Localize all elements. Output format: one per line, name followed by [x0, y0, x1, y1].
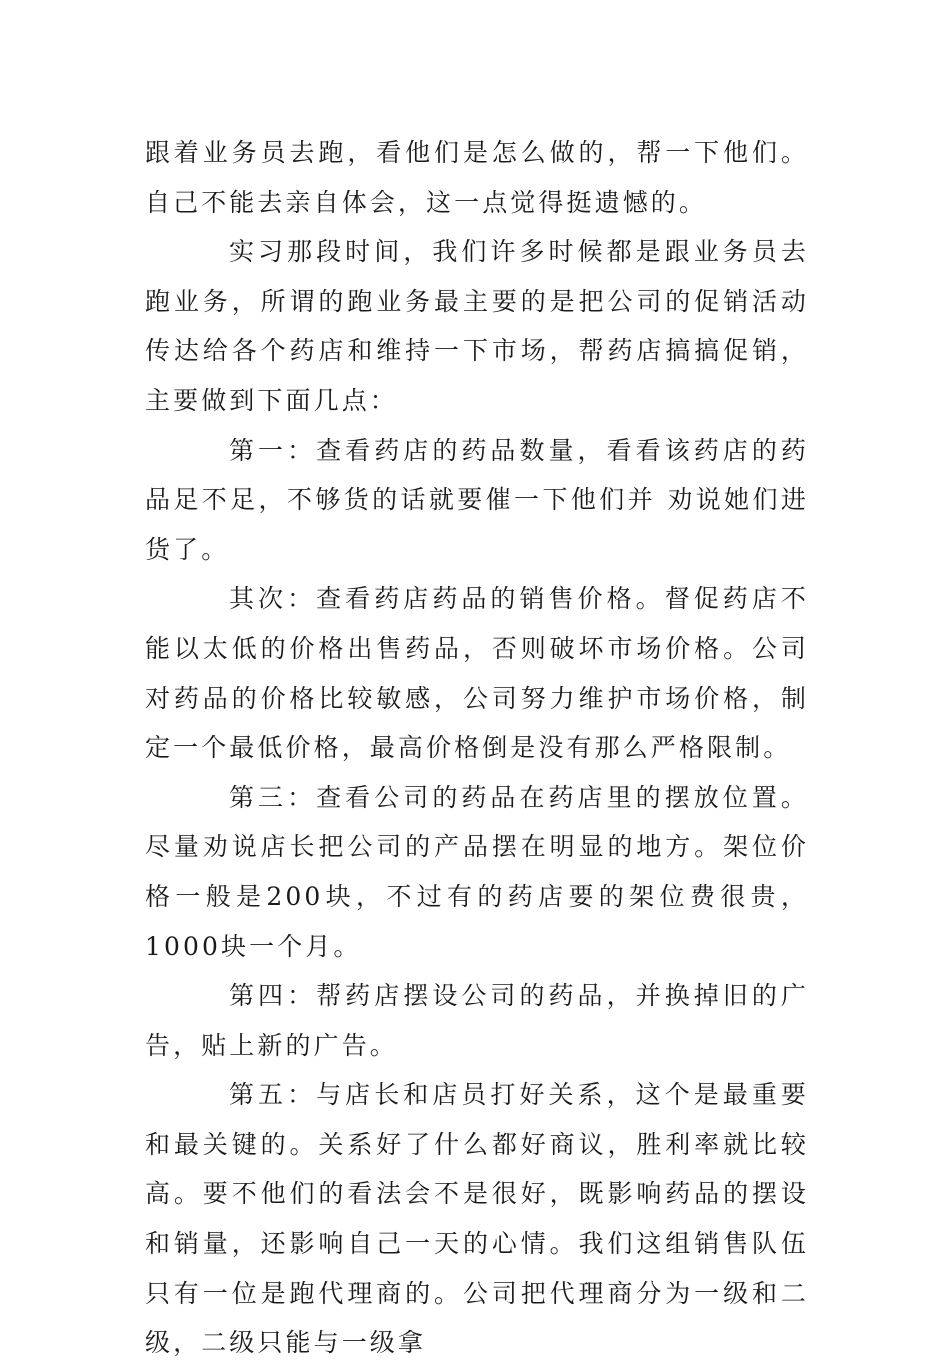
paragraph-point-fourth: 第四：帮药店摆设公司的药品，并换掉旧的广告，贴上新的广告。	[145, 981, 809, 1060]
document-page	[145, 128, 809, 1368]
paragraph-point-fifth: 第五：与店长和店员打好关系，这个是最重要和最关键的。关系好了什么都好商议，胜利率就比较高。要不他们的看法会不是很好，既影响药品的摆设和销量，还影响自己一天的心情。我们这组销售队伍只有一位是跑代理商的。公司把代理商分为一级和二级，二级只能与一级拿	[145, 1080, 809, 1358]
paragraph-point-first: 第一：查看药店的药品数量，看看该药店的药品足不足，不够货的话就要催一下他们并 劝说她们进货了。	[145, 435, 809, 564]
paragraph-internship-period: 实习那段时间，我们许多时候都是跟业务员去跑业务，所谓的跑业务最主要的是把公司的促销活动传达给各个药店和维持一下市场，帮药店搞搞促销，主要做到下面几点：	[145, 237, 809, 415]
paragraph-continuation: 跟着业务员去跑，看他们是怎么做的，帮一下他们。自己不能去亲自体会，这一点觉得挺遗憾的。	[145, 138, 809, 217]
paragraph-point-third: 第三：查看公司的药品在药店里的摆放位置。尽量劝说店长把公司的产品摆在明显的地方。架位价格一般是200块，不过有的药店要的架位费很贵，1000块一个月。	[145, 782, 809, 961]
paragraph-point-second: 其次：查看药店药品的销售价格。督促药店不能以太低的价格出售药品，否则破坏市场价格。公司对药品的价格比较敏感，公司努力维护市场价格，制定一个最低价格，最高价格倒是没有那么严格限制。	[145, 584, 809, 763]
